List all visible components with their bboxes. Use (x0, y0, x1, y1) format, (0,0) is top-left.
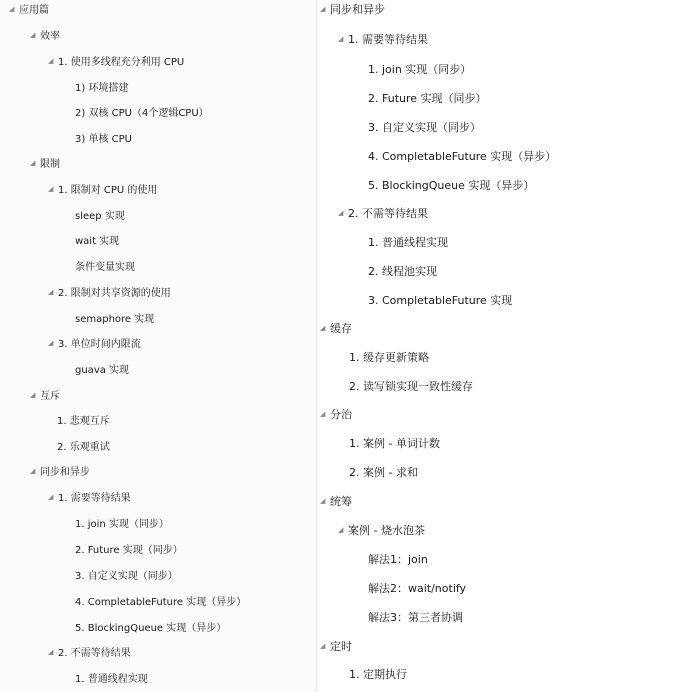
collapse-triangle-icon[interactable]: ◢ (320, 324, 326, 332)
node-leaf[interactable]: 2. 案例 - 求和 (349, 466, 418, 479)
node-limit-item3[interactable]: ◢ 3. 单位时间内限流 (48, 338, 141, 350)
node-sync-noneed[interactable]: ◢ 2. 不需等待结果 (338, 207, 428, 220)
collapse-triangle-icon[interactable]: ◢ (48, 184, 54, 193)
node-sync-noneed[interactable]: ◢ 2. 不需等待结果 (48, 647, 131, 659)
node-sync-need[interactable]: ◢ 1. 需要等待结果 (338, 33, 428, 46)
collapse-triangle-icon[interactable]: ◢ (48, 492, 54, 501)
node-sync[interactable]: ◢ 同步和异步 (320, 3, 385, 16)
node-leaf[interactable]: 2. Future 实现（同步） (368, 92, 487, 105)
node-leaf[interactable]: 1) 环境搭建 (75, 83, 129, 94)
node-leaf[interactable]: 2. 线程池实现 (368, 265, 437, 278)
collapse-triangle-icon[interactable]: ◢ (30, 158, 36, 167)
collapse-triangle-icon[interactable]: ◢ (320, 642, 326, 650)
node-limit-item2[interactable]: ◢ 2. 限制对共享资源的使用 (48, 287, 171, 299)
collapse-triangle-icon[interactable]: ◢ (338, 35, 344, 43)
node-timer[interactable]: ◢ 定时 (320, 640, 352, 653)
node-leaf[interactable]: 1. 悲观互斥 (57, 416, 110, 427)
node-sync[interactable]: ◢ 同步和异步 (30, 466, 90, 478)
left-column (0, 0, 316, 692)
collapse-triangle-icon[interactable]: ◢ (338, 209, 344, 217)
collapse-triangle-icon[interactable]: ◢ (48, 338, 54, 347)
node-leaf[interactable]: 5. BlockingQueue 实现（异步） (368, 179, 535, 192)
collapse-triangle-icon[interactable]: ◢ (9, 4, 15, 13)
collapse-triangle-icon[interactable]: ◢ (30, 30, 36, 39)
node-sync-need[interactable]: ◢ 1. 需要等待结果 (48, 492, 131, 504)
collapse-triangle-icon[interactable]: ◢ (320, 410, 326, 418)
node-leaf[interactable]: 解法3：第三者协调 (368, 611, 463, 624)
collapse-triangle-icon[interactable]: ◢ (338, 526, 344, 534)
collapse-triangle-icon[interactable]: ◢ (48, 647, 54, 656)
node-limit[interactable]: ◢ 限制 (30, 158, 60, 170)
node-leaf[interactable]: 2. Future 实现（同步） (75, 545, 183, 556)
collapse-triangle-icon[interactable]: ◢ (48, 56, 54, 65)
node-leaf[interactable]: 1. 案例 - 单词计数 (349, 437, 440, 450)
node-divide[interactable]: ◢ 分治 (320, 408, 352, 421)
collapse-triangle-icon[interactable]: ◢ (48, 287, 54, 296)
node-efficiency-item1[interactable]: ◢ 1. 使用多线程充分利用 CPU (48, 56, 185, 68)
collapse-triangle-icon[interactable]: ◢ (30, 466, 36, 475)
node-leaf[interactable]: 5. BlockingQueue 实现（异步） (75, 623, 227, 634)
node-leaf[interactable]: 解法2：wait/notify (368, 582, 467, 595)
node-efficiency[interactable]: ◢ 效率 (30, 30, 60, 42)
node-leaf[interactable]: 2. 读写锁实现一致性缓存 (349, 380, 473, 393)
node-leaf[interactable]: guava 实现 (75, 365, 130, 376)
node-leaf[interactable]: wait 实现 (75, 236, 120, 247)
node-leaf[interactable]: 2) 双核 CPU（4个逻辑CPU） (75, 108, 209, 119)
node-leaf[interactable]: 3. 自定义实现（同步） (75, 571, 178, 582)
node-leaf[interactable]: 4. CompletableFuture 实现（异步） (75, 597, 247, 608)
node-leaf[interactable]: 3) 单核 CPU (75, 134, 132, 145)
node-leaf[interactable]: 1. join 实现（同步） (75, 519, 169, 530)
node-leaf[interactable]: semaphore 实现 (75, 314, 155, 325)
node-plan[interactable]: ◢ 统筹 (320, 495, 352, 508)
node-leaf[interactable]: 条件变量实现 (75, 262, 135, 273)
node-mutex[interactable]: ◢ 互斥 (30, 390, 60, 402)
node-leaf[interactable]: 1. 缓存更新策略 (349, 351, 429, 364)
node-leaf[interactable]: 4. CompletableFuture 实现（异步） (368, 150, 557, 163)
collapse-triangle-icon[interactable]: ◢ (320, 5, 326, 13)
node-plan-case[interactable]: ◢ 案例 - 烧水泡茶 (338, 524, 425, 537)
node-leaf[interactable]: 1. 普通线程实现 (75, 674, 148, 685)
collapse-triangle-icon[interactable]: ◢ (320, 497, 326, 505)
node-limit-item1[interactable]: ◢ 1. 限制对 CPU 的使用 (48, 184, 158, 196)
node-leaf[interactable]: 解法1：join (368, 553, 428, 566)
node-leaf[interactable]: sleep 实现 (75, 211, 125, 222)
node-leaf[interactable]: 1. 普通线程实现 (368, 236, 448, 249)
node-leaf[interactable]: 2. 乐观重试 (57, 442, 110, 453)
node-cache[interactable]: ◢ 缓存 (320, 322, 352, 335)
node-leaf[interactable]: 3. 自定义实现（同步） (368, 121, 481, 134)
collapse-triangle-icon[interactable]: ◢ (30, 390, 36, 399)
node-leaf[interactable]: 3. CompletableFuture 实现 (368, 294, 513, 307)
right-column (317, 0, 699, 692)
node-leaf[interactable]: 1. 定期执行 (349, 668, 407, 681)
node-leaf[interactable]: 1. join 实现（同步） (368, 63, 472, 76)
node-root[interactable]: ◢ 应用篇 (9, 4, 49, 16)
